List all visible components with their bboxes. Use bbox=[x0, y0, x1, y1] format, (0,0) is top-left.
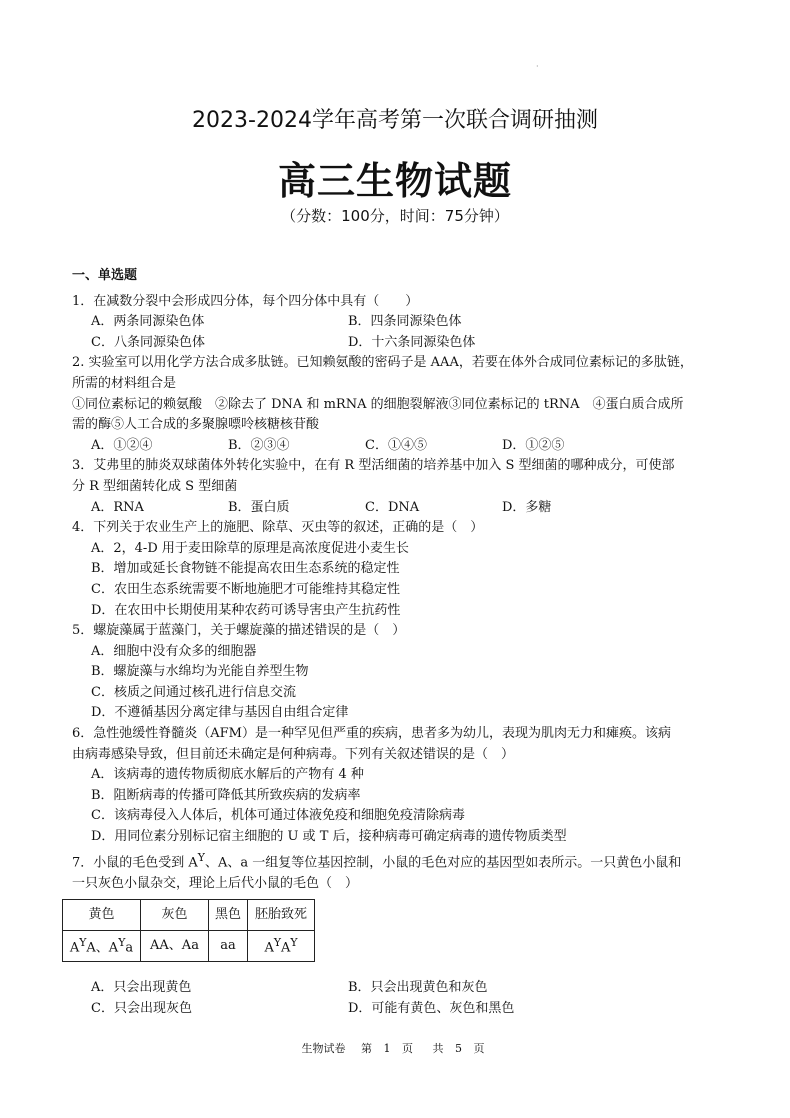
footer-subject: 生物试卷 bbox=[301, 1042, 346, 1055]
table-header-cell: 灰色 bbox=[141, 900, 209, 931]
option-d: D．①②⑤ bbox=[502, 437, 565, 453]
genotype-table bbox=[62, 899, 315, 962]
question-stem: 4．下列关于农业生产上的施肥、除草、灭虫等的叙述，正确的是（ ） bbox=[72, 520, 484, 536]
option-b: B．②③④ bbox=[228, 437, 290, 453]
question-materials: 需的酶⑤人工合成的多聚腺嘌呤核糖核苷酸 bbox=[72, 417, 320, 433]
option-b: B．阻断病毒的传播可降低其所致疾病的发病率 bbox=[91, 787, 361, 803]
question-6 bbox=[72, 724, 732, 848]
question-3 bbox=[72, 456, 732, 518]
footer-total-pages: 5 bbox=[455, 1042, 462, 1055]
table-header-cell: 胚胎致死 bbox=[248, 900, 315, 931]
option-b: B．只会出现黄色和灰色 bbox=[348, 980, 488, 996]
option-a: A．RNA bbox=[91, 499, 144, 515]
table-cell-yellow: $A^YA$、$A^Ya$ bbox=[63, 931, 141, 962]
option-b: B．增加或延长食物链不能提高农田生态系统的稳定性 bbox=[91, 561, 400, 577]
option-c: C．只会出现灰色 bbox=[91, 1000, 192, 1016]
options-row bbox=[72, 436, 732, 457]
option-c: C．该病毒侵入人体后，机体可通过体液免疫和细胞免疫清除病毒 bbox=[91, 808, 465, 824]
question-list bbox=[69, 266, 732, 1019]
options-row bbox=[72, 999, 732, 1020]
question-stem: 1．在减数分裂中会形成四分体，每个四分体中具有（ ） bbox=[72, 293, 419, 309]
question-stem: 一只灰色小鼠杂交，理论上后代小鼠的毛色（ ） bbox=[72, 875, 359, 891]
question-materials: ①同位素标记的赖氨酸 ②除去了 DNA 和 mRNA 的细胞裂解液③同位素标记的 tRNA ④蛋白质合成所 bbox=[72, 396, 684, 412]
scan-dot: · bbox=[536, 62, 539, 71]
table-header-cell: 黑色 bbox=[209, 900, 248, 931]
question-stem: 3．艾弗里的肺炎双球菌体外转化实验中，在有 R 型活细菌的培养基中加入 S 型细菌的哪种成分，可使部 bbox=[72, 458, 675, 474]
option-c: C．①④⑤ bbox=[365, 437, 427, 453]
question-stem: 6．急性弛缓性脊髓炎（AFM）是一种罕见但严重的疾病，患者多为幼儿，表现为肌肉无力和瘫痪。该病 bbox=[72, 726, 671, 742]
option-a: A．①②④ bbox=[91, 437, 153, 453]
question-stem: 2. 实验室可以用化学方法合成多肽链。已知赖氨酸的密码子是 AAA，若要在体外合成同位素标记的多肽链， bbox=[72, 355, 693, 371]
footer-page-number: 1 bbox=[383, 1042, 391, 1055]
option-c: C．核质之间通过核孔进行信息交流 bbox=[91, 684, 296, 700]
option-d: D．不遵循基因分离定律与基因自由组合定律 bbox=[91, 705, 349, 721]
options-row bbox=[72, 978, 732, 999]
table-header-row bbox=[63, 900, 315, 931]
question-5 bbox=[72, 621, 732, 724]
option-c: C．农田生态系统需要不断地施肥才可能维持其稳定性 bbox=[91, 581, 400, 597]
option-a: A．两条同源染色体 bbox=[91, 314, 205, 330]
table-cell-gray: AA、Aa bbox=[141, 931, 209, 962]
option-d: D．十六条同源染色体 bbox=[348, 334, 476, 350]
option-b: B．螺旋藻与水绵均为光能自养型生物 bbox=[91, 664, 309, 680]
table-cell-lethal: $A^YA^Y$ bbox=[248, 931, 315, 962]
section-heading: 一、单选题 bbox=[72, 268, 138, 283]
exam-subject-title: 高三生物试题 bbox=[277, 159, 512, 203]
question-stem: 所需的材料组合是 bbox=[72, 375, 177, 391]
question-stem: 分 R 型细菌转化成 S 型细菌 bbox=[72, 478, 238, 494]
option-c: C．八条同源染色体 bbox=[91, 334, 205, 350]
options-block bbox=[72, 978, 732, 1019]
option-a: A．该病毒的遗传物质彻底水解后的产物有 4 种 bbox=[91, 767, 364, 783]
option-b: B．蛋白质 bbox=[228, 499, 290, 515]
question-7 bbox=[69, 848, 732, 1020]
option-d: D．在农田中长期使用某种农药可诱导害虫产生抗药性 bbox=[91, 602, 401, 618]
option-a: A．2，4-D 用于麦田除草的原理是高浓度促进小麦生长 bbox=[91, 540, 409, 556]
options-row bbox=[72, 498, 732, 519]
exam-info: （分数：100分，时间：75分钟） bbox=[281, 207, 509, 225]
option-c: C．DNA bbox=[365, 499, 420, 515]
options-row bbox=[72, 312, 732, 333]
table-header-cell: 黄色 bbox=[63, 900, 141, 931]
question-stem: 5．螺旋藻属于蓝藻门，关于螺旋藻的描述错误的是（ ） bbox=[72, 623, 406, 639]
question-2 bbox=[72, 353, 732, 456]
question-stem: 7．小鼠的毛色受到 $A^Y$、A、a 一组复等位基因控制，小鼠的毛色对应的基因型如表所示。一只黄色小鼠和 bbox=[72, 850, 682, 870]
footer-page-label: 第 1 页 bbox=[361, 1042, 413, 1055]
option-a: A．只会出现黄色 bbox=[91, 980, 192, 996]
footer-total-label: 共 5 页 bbox=[432, 1042, 485, 1055]
option-d: D．用同位素分别标记宿主细胞的 U 或 T 后，接种病毒可确定病毒的遗传物质类型 bbox=[91, 829, 567, 845]
option-a: A．细胞中没有众多的细胞器 bbox=[91, 643, 257, 659]
question-stem: 由病毒感染导致，但目前还未确定是何种病毒。下列有关叙述错误的是（ ） bbox=[72, 746, 515, 762]
option-b: B．四条同源染色体 bbox=[348, 314, 462, 330]
page-footer bbox=[0, 1040, 790, 1056]
options-row bbox=[72, 333, 732, 354]
question-1 bbox=[72, 292, 732, 354]
question-4 bbox=[72, 518, 732, 621]
option-d: D．多糖 bbox=[502, 499, 552, 515]
exam-title: 2023-2024学年高考第一次联合调研抽测 bbox=[192, 108, 598, 133]
table-row bbox=[63, 931, 315, 962]
table-cell-black: aa bbox=[209, 931, 248, 962]
option-d: D．可能有黄色、灰色和黑色 bbox=[348, 1000, 515, 1016]
